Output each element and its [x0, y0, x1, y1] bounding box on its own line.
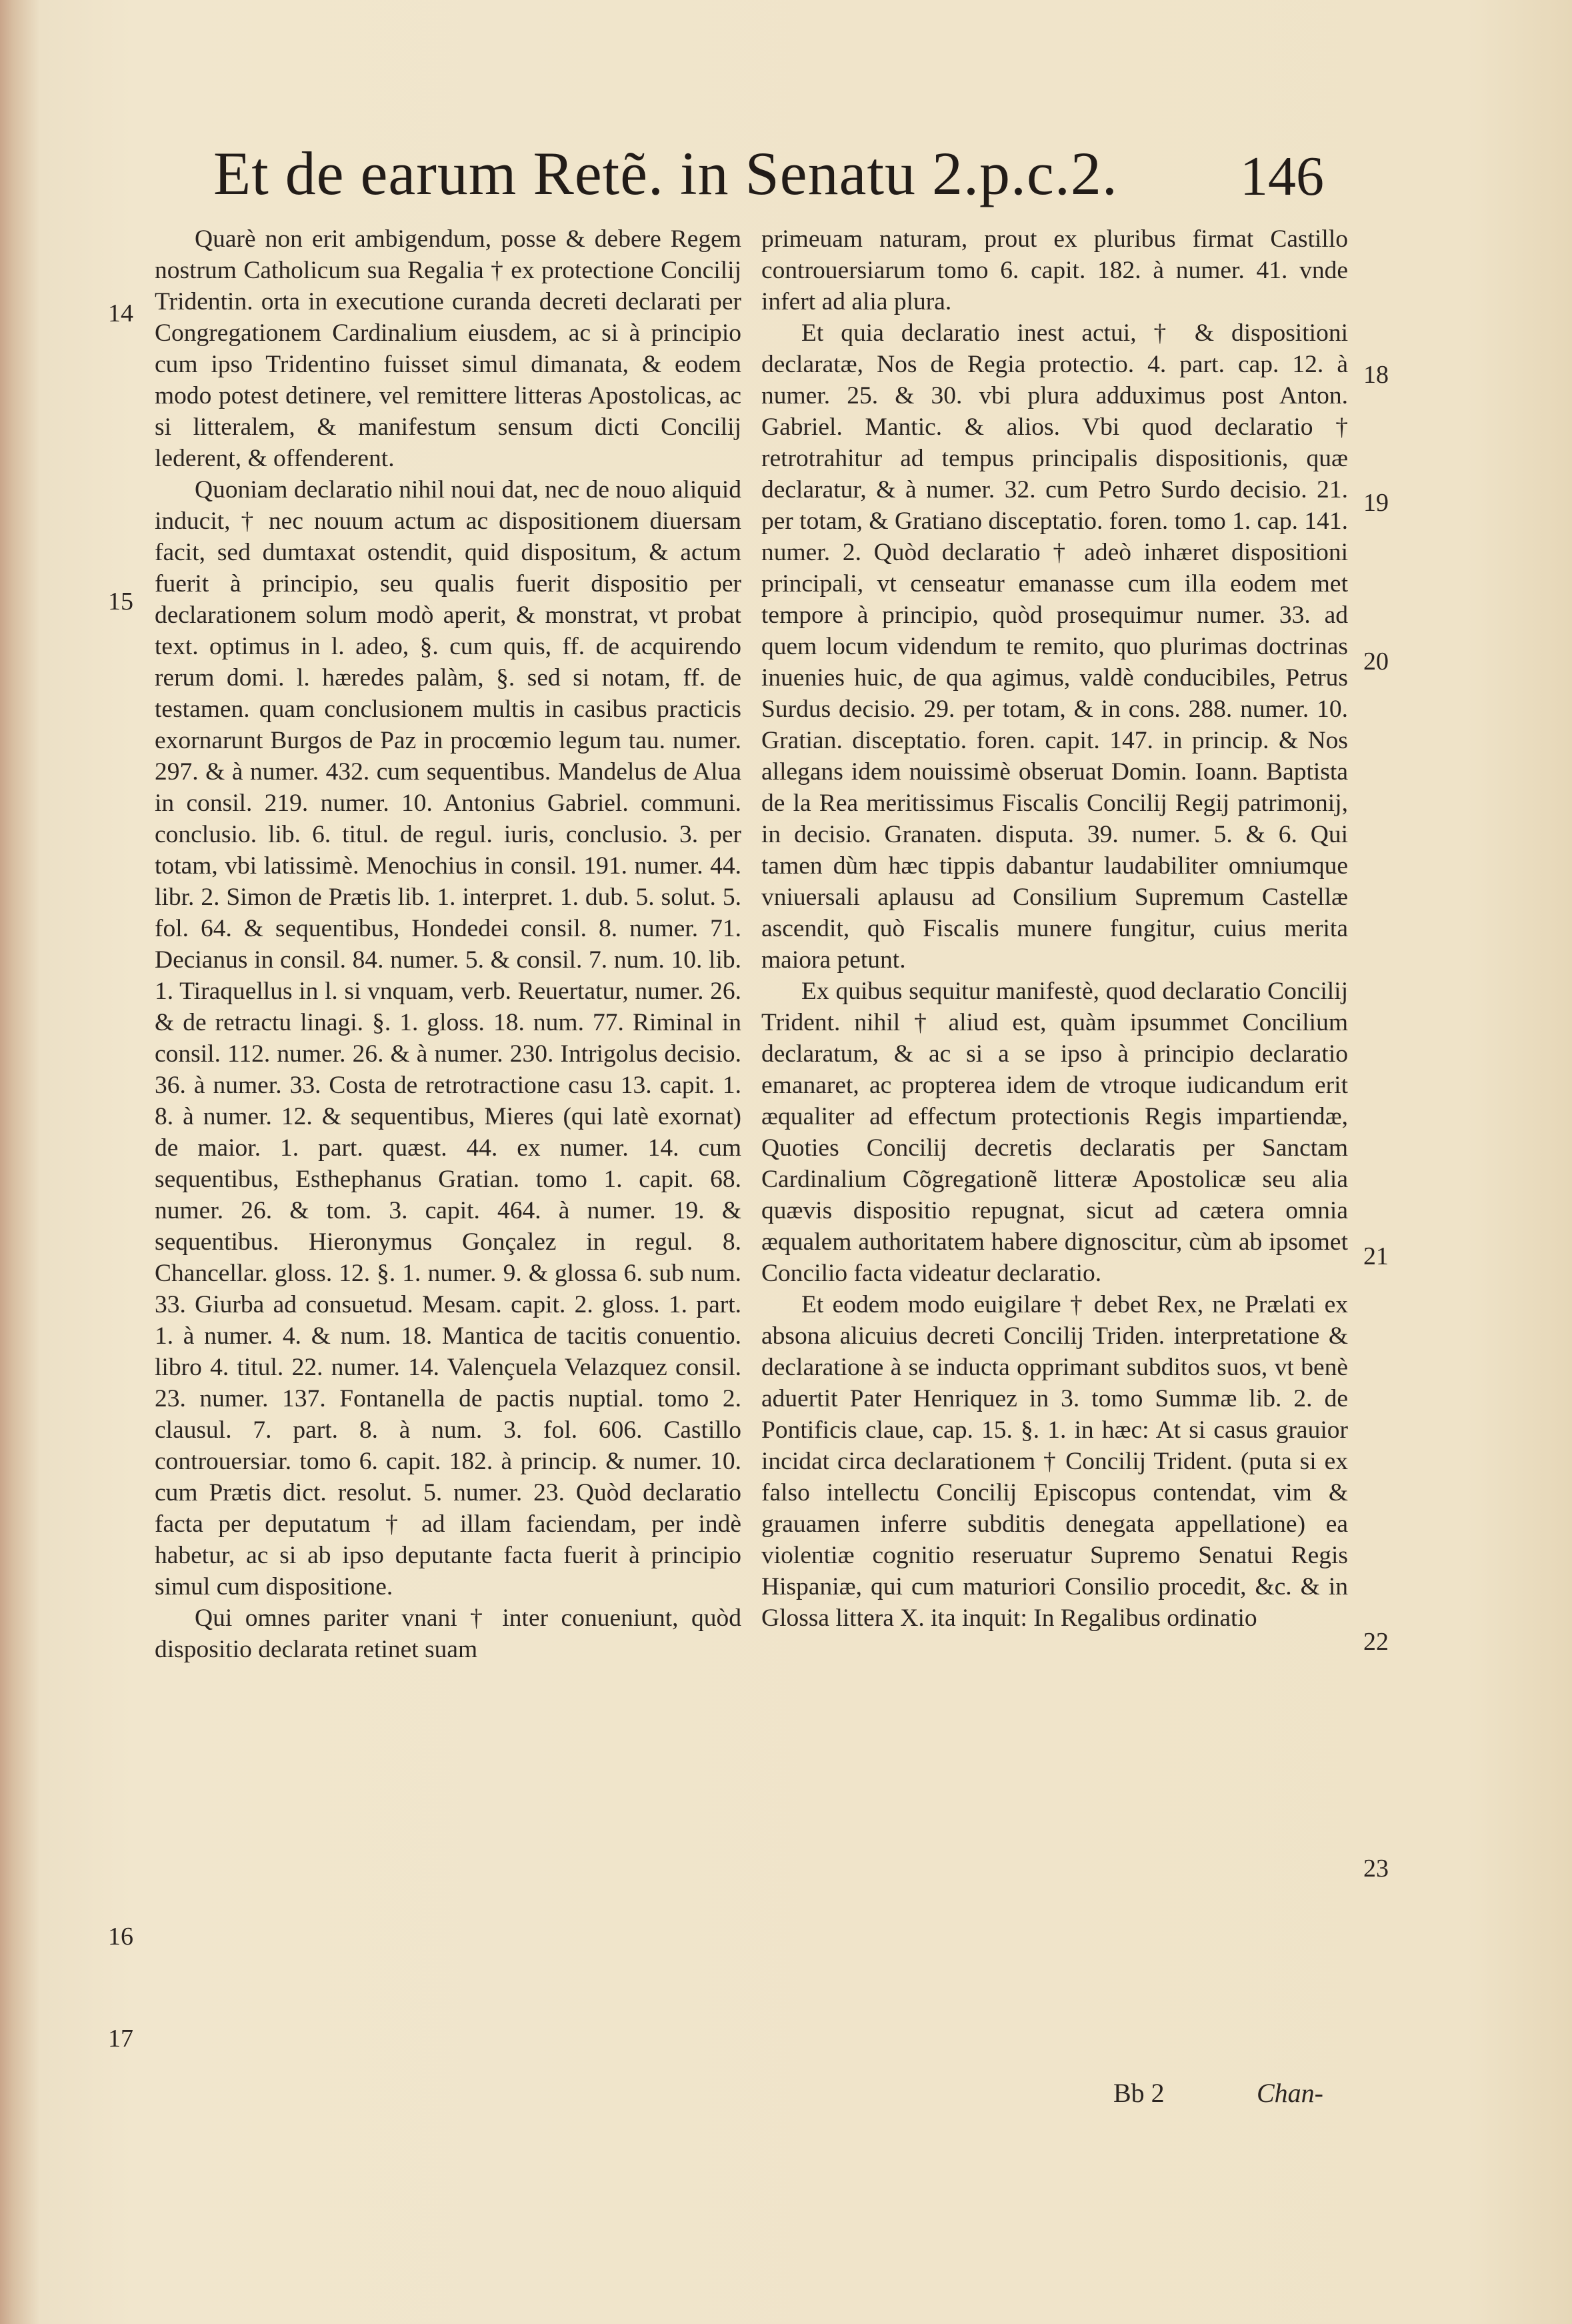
signature-mark: Bb 2: [1113, 2078, 1165, 2108]
running-head: Et de earum Retẽ. in Senatu 2.p.c.2.: [213, 139, 1118, 207]
catchword: Chan-: [1257, 2078, 1323, 2108]
folio-number: 146: [1240, 145, 1324, 207]
margin-number: 17: [108, 2025, 133, 2053]
margin-number: 16: [108, 1923, 133, 1951]
paragraph: Et quia declaratio inest actui, † & dispositioni declaratæ, Nos de Regia protectio. 4. part. cap. 12. à numer. 25. & 30. vbi plura adduximus post Anton. Gabriel. Mantic. & alios. Vbi quod declaratio † retrotrahitur ad tempus principalis dispositionis, quæ declaratur, & à numer. 32. cum Petro Surdo decisio. 21. per totam, & Gratiano disceptatio. foren. tomo 1. cap. 141. numer. 2. Quòd declaratio † adeò inhæret dispositioni principali, vt censeatur emanasse cum illa eodem met tempore à principio, quòd prosequimur numer. 33. ad quem locum videndum te remito, quo plurimas doctrinas inuenies huic, de qua agimus, valdè conducibiles, Petrus Surdus decisio. 29. per totam, & in cons. 288. numer. 10. Gratian. disceptatio. foren. capit. 147. in princip. & Nos allegans idem nouissimè obseruat Domin. Ioann. Baptista de la Rea meritissimus Fiscalis Concilij Regij patrimonij, in decisio. Granaten. disputa. 39. numer. 5. & 6. Qui tamen dùm hæc tippis dabantur laudabiliter omniumque vniuersali aplausu ad Consilium Supremum Castellæ ascendit, quò Fiscalis munere fungitur, cuius merita maiora petunt.: [761, 319, 1348, 974]
margin-number: 22: [1363, 1628, 1389, 1656]
right-column: [761, 223, 1348, 1634]
gutter-bleed-through: [0, 200, 24, 2134]
left-column: [155, 223, 741, 1665]
margin-number: 15: [108, 588, 133, 616]
paragraph: Ex quibus sequitur manifestè, quod declaratio Concilij Trident. nihil † aliud est, quàm ipsummet Concilium declaratum, & ac si a se ipso à principio declaratio emanaret, ac propterea idem de vtroque iudicandum erit æqualiter ad effectum protectionis Regis impartiendæ, Quoties Concilij decretis declaratis per Sanctam Cardinalium Cõgregationẽ litteræ Apostolicæ seu alia quævis dispositio repugnat, sicut ad cætera omnia æqualem authoritatem habere dignoscitur, cùm ab ipsomet Concilio facta videatur declaratio.: [761, 978, 1348, 1287]
margin-number: 21: [1363, 1242, 1389, 1270]
margin-number: 14: [108, 299, 133, 327]
margin-number: 20: [1363, 648, 1389, 676]
margin-number: 18: [1363, 361, 1389, 389]
margin-number: 19: [1363, 489, 1389, 517]
paragraph: Quoniam declaratio nihil noui dat, nec de nouo aliquid inducit, † nec nouum actum ac dispositionem diuersam facit, sed dumtaxat ostendit, quid dispositum, & actum fuerit à principio, seu qualis fuerit dispositio per declarationem solum modò aperit, & monstrat, vt probat text. optimus in l. adeo, §. cum quis, ff. de acquirendo rerum domi. l. hæredes palàm, §. sed si notam, ff. de testamen. quam conclusionem multis in casibus practicis exornarunt Burgos de Paz in procœmio legum tau. numer. 297. & à numer. 432. cum sequentibus. Mandelus de Alua in consil. 219. numer. 10. Antonius Gabriel. communi. conclusio. lib. 6. titul. de regul. iuris, conclusio. 3. per totam, vbi latissimè. Menochius in consil. 191. numer. 44. libr. 2. Simon de Prætis lib. 1. interpret. 1. dub. 5. solut. 5. fol. 64. & sequentibus, Hondedei consil. 8. numer. 71. Decianus in consil. 84. numer. 5. & consil. 7. num. 10. lib. 1. Tiraquellus in l. si vnquam, verb. Reuertatur, numer. 26. & de retractu linagi. §. 1. gloss. 18. num. 77. Riminal in consil. 112. numer. 26. & à numer. 230. Intrigolus decisio. 36. à numer. 33. Costa de retrotractione casu 13. capit. 1. 8. à numer. 12. & sequentibus, Mieres (qui latè exornat) de maior. 1. part. quæst. 44. ex numer. 14. cum sequentibus, Esthephanus Gratian. tomo 1. capit. 68. numer. 26. & tom. 3. capit. 464. à numer. 19. & sequentibus. Hieronymus Gonçalez in regul. 8. Chancellar. gloss. 12. §. 1. numer. 9. & glossa 6. sub num. 33. Giurba ad consuetud. Mesam. capit. 2. gloss. 1. part. 1. à numer. 4. & num. 18. Mantica de tacitis conuentio. libro 4. titul. 22. numer. 14. Valençuela Velazquez consil. 23. numer. 137. Fontanella de pactis nuptial. tomo 2. clausul. 7. part. 8. à num. 3. fol. 606. Castillo controuersiar. tomo 6. capit. 182. à princip. & numer. 10. cum Prætis dict. resolut. 5. numer. 23. Quòd declaratio facta per deputatum † ad illam faciendam, per indè habetur, ac si ab ipso deputante facta fuerit à principio simul cum dispositione.: [155, 476, 741, 1600]
paragraph: Quarè non erit ambigendum, posse & debere Regem nostrum Catholicum sua Regalia † ex protectione Concilij Tridentin. orta in executione curanda decreti declarati per Congregationem Cardinalium eiusdem, ac si à principio cum ipso Tridentino fuisset simul dimanata, & eodem modo potest detinere, vel remittere litteras Apostolicas, ac si litteralem, & manifestum sensum dicti Concilij lederent, & offenderent.: [155, 225, 741, 472]
paragraph: Qui omnes pariter vnani † inter conueniunt, quòd dispositio declarata retinet suam: [155, 1604, 741, 1663]
paragraph: Et eodem modo euigilare † debet Rex, ne Prælati ex absona alicuius decreti Concilij Triden. interpretatione & declaratione à se inducta opprimant subditos suos, vt benè aduertit Pater Henriquez in 3. tomo Summæ lib. 2. de Pontificis claue, cap. 15. §. 1. in hæc: At si casus grauior incidat circa declarationem † Concilij Trident. (puta si ex falso intellectu Concilij Episcopus contendat, vim & grauamen inferre subditis denegata appellatione) ea violentiæ cognitio reseruatur Supremo Senatui Regis Hispaniæ, qui cum maturiori Consilio procedit, &c. & in Glossa littera X. ita inquit: In Regalibus ordinatio: [761, 1291, 1348, 1632]
paragraph: primeuam naturam, prout ex pluribus firmat Castillo controuersiarum tomo 6. capit. 182. à numer. 41. vnde infert ad alia plura.: [761, 225, 1348, 315]
margin-number: 23: [1363, 1855, 1389, 1883]
